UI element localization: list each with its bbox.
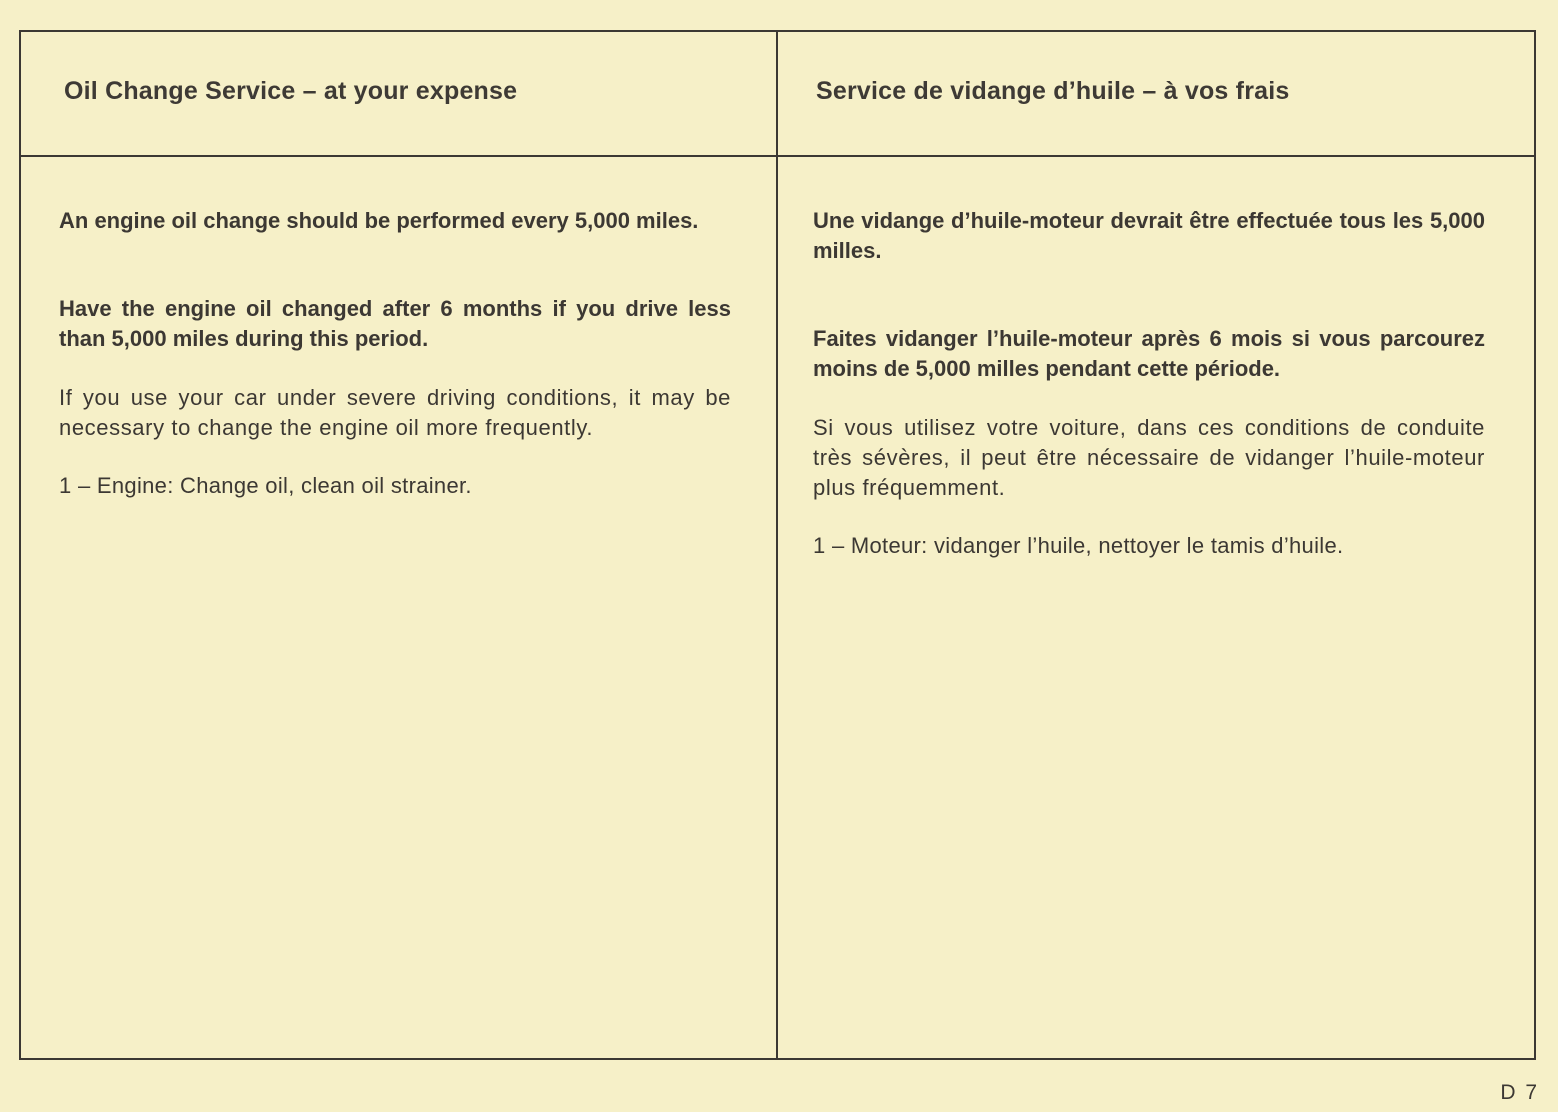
english-paragraph-1: An engine oil change should be performed every 5,000 miles.: [59, 208, 699, 233]
french-paragraph-4: 1 – Moteur: vidanger l’huile, nettoyer le tamis d’huile.: [813, 533, 1344, 558]
french-paragraph-2: Faites vidanger l’huile-moteur après 6 mois si vous parcourez moins de 5,000 milles pendant cette période.: [813, 326, 1485, 381]
french-header: Service de vidange d’huile – à vos frais: [816, 77, 1290, 105]
page-number: D 7: [1500, 1081, 1539, 1104]
french-paragraph-1: Une vidange d’huile-moteur devrait être effectuée tous les 5,000 milles.: [813, 208, 1485, 263]
english-paragraph-4: 1 – Engine: Change oil, clean oil strainer.: [59, 473, 472, 498]
english-paragraph-2: Have the engine oil changed after 6 months if you drive less than 5,000 miles during this period.: [59, 296, 731, 351]
french-column: [813, 206, 1485, 561]
english-header: Oil Change Service – at your expense: [64, 77, 518, 105]
column-divider: [776, 32, 778, 1058]
english-column: [59, 206, 731, 501]
french-paragraph-3: Si vous utilisez votre voiture, dans ces conditions de conduite très sévères, il peut être nécessaire de vidanger l’huile-moteur plus fréquemment.: [813, 415, 1485, 500]
english-paragraph-3: If you use your car under severe driving conditions, it may be necessary to change the engine oil more frequently.: [59, 385, 731, 440]
table-frame: [19, 30, 1536, 1060]
header-divider: [21, 155, 1534, 157]
